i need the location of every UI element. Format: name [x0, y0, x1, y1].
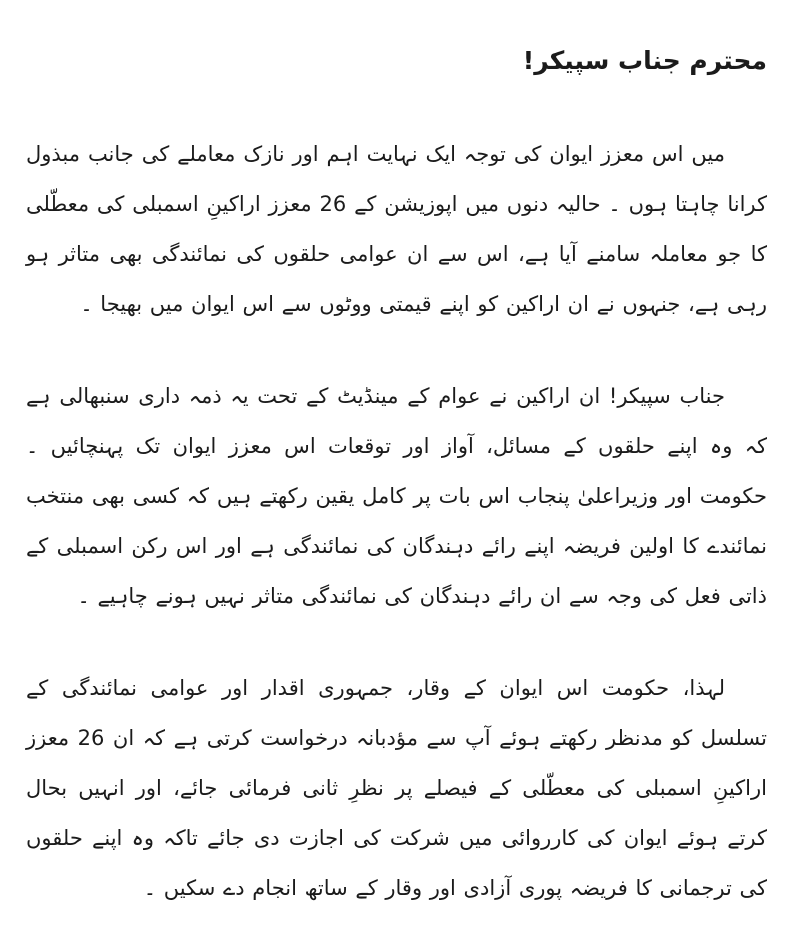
paragraph-3: لہذا، حکومت اس ایوان کے وقار، جمہوری اقدار اور عوامی نمائندگی کے تسلسل کو مدنظر رکھتے ہوئے آپ سے مؤدبانہ درخواست کرتی ہے کہ ان 26 معزز اراکینِ اسمبلی کی معطّلی کے فیصلے پر نظرِ ثانی فرمائی جائے، اور انہیں بحال کرتے ہوئے ایوان کی کارروائی میں شرکت کی اجازت دی جائے تاکہ وہ اپنے حلقوں کی ترجمانی کا فریضہ پوری آزادی اور وقار کے ساتھ انجام دے سکیں ۔	[26, 676, 767, 900]
paragraph-2: جناب سپیکر! ان اراکین نے عوام کے مینڈیٹ کے تحت یہ ذمہ داری سنبھالی ہے کہ وہ اپنے حلقوں کے مسائل، آواز اور توقعات اس معزز ایوان تک پہنچائیں ۔ حکومت اور وزیراعلیٰ پنجاب اس بات پر کامل یقین رکھتے ہیں کہ کسی بھی منتخب نمائندے کا اولین فریضہ اپنے رائے دہندگان کی نمائندگی ہے اور اس رکن اسمبلی کے ذاتی فعل کی وجہ سے ان رائے دہندگان کی نمائندگی متاثر نہیں ہونے چاہیے ۔	[26, 384, 767, 608]
salutation-heading: محترم جناب سپیکر!	[522, 46, 767, 75]
paragraph-1: میں اس معزز ایوان کی توجہ ایک نہایت اہم اور نازک معاملے کی جانب مبذول کرانا چاہتا ہوں ۔ حالیہ دنوں میں اپوزیشن کے 26 معزز اراکینِ اسمبلی کی معطّلی کا جو معاملہ سامنے آیا ہے، اس سے ان عوامی حلقوں کی نمائندگی بھی متاثر ہو رہی ہے، جنہوں نے ان اراکین کو اپنے قیمتی ووٹوں سے اس ایوان میں بھیجا ۔	[26, 142, 767, 316]
